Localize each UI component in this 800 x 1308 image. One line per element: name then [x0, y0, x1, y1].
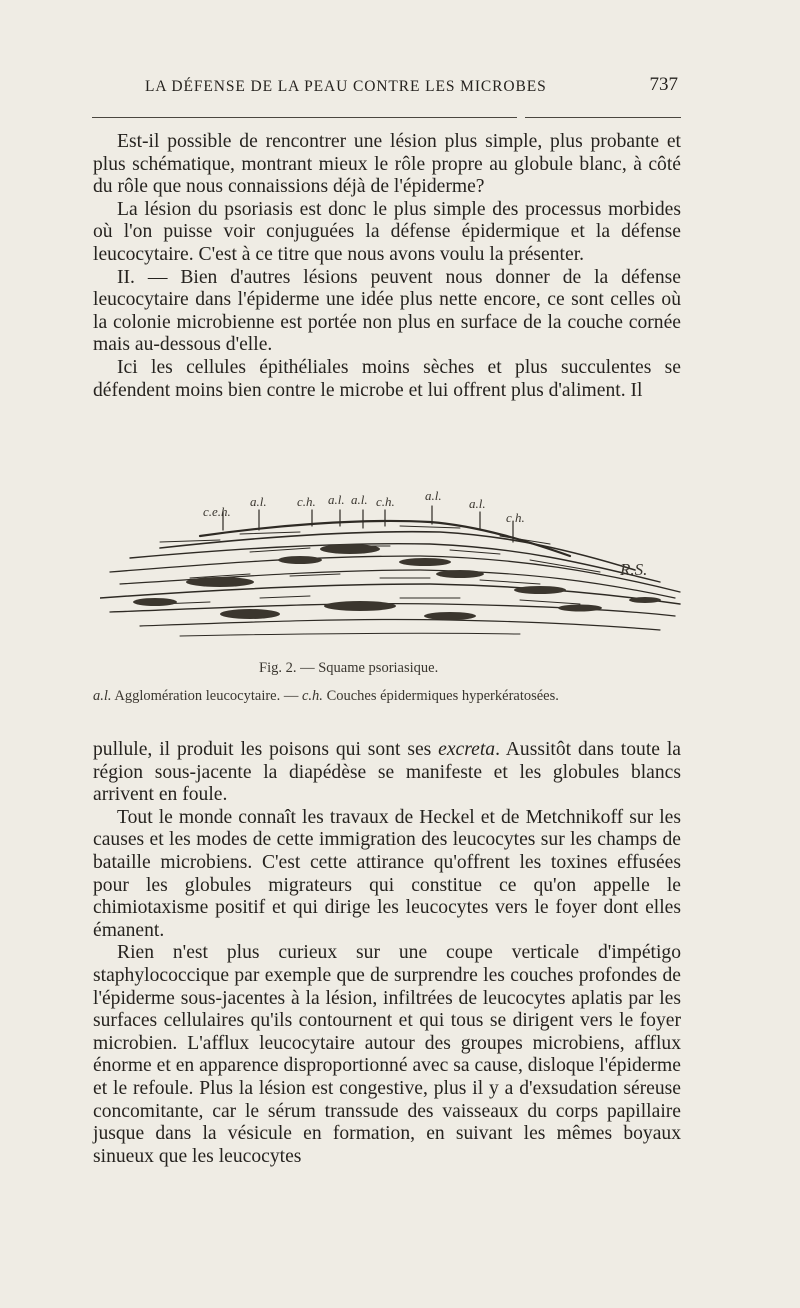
legend-abbr-ch: c.h. — [302, 688, 323, 704]
legend-abbr-al: a.l. — [93, 688, 112, 704]
label-al: a.l. — [351, 492, 368, 507]
figure-squame-psoriasique — [100, 486, 685, 646]
label-al: a.l. — [328, 492, 345, 507]
label-al: a.l. — [469, 496, 486, 511]
paragraph: Rien n'est plus curieux sur une coupe verticale d'impétigo staphylococcique par exemple que de surprendre les couches profondes de l'épiderme sous-jacentes à la lésion, infiltrées de leucocytes aplatis par les surfaces cellulaires qu'ils contournent et qui tous se dirigent vers le foyer microbien. L'afflux leucocytaire autour des groupes microbiens, afflux énorme et en apparence disproportionné avec sa cause, disloque l'épiderme et le refoule. Plus la lésion est congestive, plus il y a d'exsudation séreuse concomitante, car le sérum transsude des vaisseaux du corps papillaire jusque dans la vésicule en formation, en suivant les mêmes boyaux sinueux que les leucocytes — [93, 942, 681, 1167]
artist-signature: R.S. — [620, 560, 648, 579]
continuation-text-end: . Aussitôt dans toute la région sous-jacente la diapédèse se manifeste et les globules blancs arrivent en foule. — [93, 739, 681, 806]
paragraph: La lésion du psoriasis est donc le plus simple des processus morbides où l'on puisse voir conjuguées la défense épidermique et la défense leucocytaire. C'est à ce titre que nous avons voulu la présenter. — [93, 198, 681, 265]
paragraph: Ici les cellules épithéliales moins sèches et plus succulentes se défendent moins bien contre le microbe et lui offrent plus d'aliment. Il — [93, 356, 681, 401]
figure-caption-title: Fig. 2. — Squame psoriasique. — [259, 660, 439, 676]
label-ch: c.h. — [506, 510, 525, 525]
continuation-text: pullule, il produit les poisons qui sont ses — [93, 739, 439, 760]
label-ch: c.h. — [297, 494, 316, 509]
legend-separator: — — [283, 688, 299, 704]
label-al: a.l. — [250, 494, 267, 509]
label-ch: c.h. — [376, 494, 395, 509]
body-text-bottom — [93, 739, 681, 1168]
paragraph: II. — Bien d'autres lésions peuvent nous donner de la défense leucocytaire dans l'épiderme une idée plus nette encore, ce sont celles où la colonie microbienne est portée non plus en surface de la couche cornée mais au-dessous d'elle. — [93, 266, 681, 356]
header-rule-left — [92, 117, 517, 118]
paragraph-continuation — [93, 739, 681, 807]
label-ceh: c.e.h. — [203, 504, 231, 519]
legend-text-ch: Couches épidermiques hyperkératosées. — [326, 688, 559, 704]
paragraph: Tout le monde connaît les travaux de Heckel et de Metchnikoff sur les causes et les modes de cette immigration des leucocytes sur les champs de bataille microbiens. C'est cette attirance qu'offrent les toxines effusées pour les globules migrateurs qui constitue ce qu'on appelle le chimiotaxisme positif et qui dirige les leucocytes vers le foyer dont elles émanent. — [93, 806, 681, 941]
paragraph: Est-il possible de rencontrer une lésion plus simple, plus probante et plus schématique, montrant mieux le rôle propre au globule blanc, à côté du rôle que nous connaissions déjà de l'épiderme? — [93, 131, 681, 198]
label-al: a.l. — [425, 488, 442, 503]
page-header — [140, 76, 680, 100]
body-text-top — [93, 131, 681, 402]
squame-illustration — [100, 486, 685, 646]
continuation-emphasis: excreta — [438, 739, 496, 760]
legend-text-al: Agglomération leucocytaire. — [114, 688, 281, 704]
figure-caption-legend — [93, 688, 559, 705]
header-rule-right — [525, 117, 681, 118]
running-title: LA DÉFENSE DE LA PEAU CONTRE LES MICROBES — [145, 78, 547, 95]
page-number: 737 — [649, 74, 678, 95]
